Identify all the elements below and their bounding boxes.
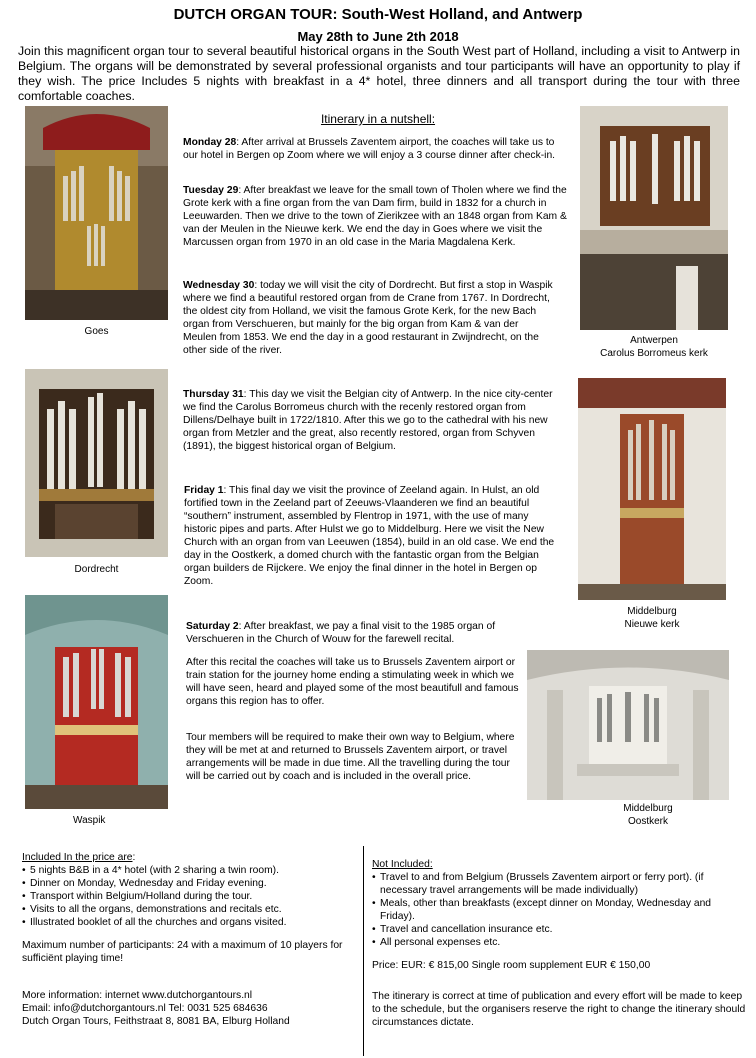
more-info-web: More information: internet www.dutchorgantours.nl bbox=[22, 990, 253, 1001]
friday-label: Friday 1 bbox=[184, 485, 224, 496]
included-item: • 5 nights B&B in a 4* hotel (with 2 sharing a twin room). bbox=[22, 864, 358, 877]
included-item: • Visits to all the organs, demonstrations and recitals etc. bbox=[22, 903, 358, 916]
itinerary-tuesday bbox=[183, 184, 573, 249]
oostkerk-caption-line1: Middelburg bbox=[623, 803, 673, 814]
price-line: Price: EUR: € 815,00 Single room supplement EUR € 150,00 bbox=[372, 960, 651, 971]
nieuwe-kerk-caption-line1: Middelburg bbox=[627, 606, 677, 617]
itinerary-saturday bbox=[186, 620, 534, 646]
tuesday-text: : After breakfast we leave for the small town of Tholen where we find the Grote kerk with a fine organ from the van Dam firm, build in 1832 for a church in Leeuwarden. Then we drive to the town of Zierikzee with an 1848 organ from Kam & van der Meulen in the Nieuwe kerk. We end the day in Goes where we visit the Marcussen organ from 1970 in an old case in the Maria Magdalena Kerk. bbox=[183, 185, 567, 248]
thursday-text: : This day we visit the Belgian city of Antwerp. In the nice city-center we find the Carolus Borromeus church with the recenly restored organ from Dillens/Delhaye built in 1722/1810. After this we go to the cathedral with his new organ from Metzler and the great, also recently restored, organ from Schyven (1891), the biggest historical organ of Belgium. bbox=[183, 389, 553, 452]
included-heading: Included In the price are bbox=[22, 852, 133, 863]
wednesday-text: : today we will visit the city of Dordrecht. But first a stop in Waspik where we find a beautiful restored organ from de Crane from 1767. In Dordrecht, the oldest city from Holland, we visit the famous Grote Kerk, for the new Bach organ from Verschueren, but mainly for the big organ from Kam & van der Meulen from 1853. We end the day in a good restaurant in Zwijndrecht, on the other side of the river. bbox=[183, 280, 553, 356]
column-divider bbox=[363, 846, 364, 1056]
not-included-item: • All personal expenses etc. bbox=[372, 936, 748, 949]
more-info-email: Email: info@dutchorgantours.nl Tel: 0031 525 684636 bbox=[22, 1003, 268, 1014]
included-item: • Transport within Belgium/Holland during the tour. bbox=[22, 890, 358, 903]
antwerpen-caption-line1: Antwerpen bbox=[630, 335, 678, 346]
friday-text: : This final day we visit the province of Zeeland again. In Hulst, an old fortified town in the Zeeland part of Zeeuws-Vlaanderen we find an beautiful “southern” instrument, assembled by Flentrop in 1971, with the use of many historic pipes and parts. After Hulst we go to Middelburg. Here we visit the New Church with an organ from van Leeuwen (1854), build in an old case. We end the day in the Oostkerk, a domed church with the fantastic organ from the Belgian organ builders de Rijckere. We enjoy the final dinner in the hotel in Bergen op Zoom. bbox=[184, 485, 555, 587]
more-info-address: Dutch Organ Tours, Feithstraat 8, 8081 BA, Elburg Holland bbox=[22, 1016, 290, 1027]
waspik-caption: Waspik bbox=[73, 815, 106, 826]
not-included-heading: Not Included: bbox=[372, 859, 433, 870]
oostkerk-caption-line2: Oostkerk bbox=[627, 815, 668, 827]
itinerary-heading: Itinerary in a nutshell: bbox=[320, 112, 436, 126]
thursday-label: Thursday 31 bbox=[183, 389, 244, 400]
included-item: • Illustrated booklet of all the churches and organs visited. bbox=[22, 916, 358, 929]
tour-dates: May 28th to June 2th 2018 bbox=[297, 29, 459, 44]
tour-members-paragraph: Tour members will be required to make their own way to Belgium, where they will be met at and returned to Brussels Zaventem airport, or travel arrangements will be made in due time. All the travelling during the tour will be carried out by coach and is included in the overall price. bbox=[186, 732, 515, 782]
tuesday-label: Tuesday 29 bbox=[183, 185, 239, 196]
not-included-section bbox=[372, 858, 748, 1029]
itinerary-friday bbox=[184, 484, 562, 588]
included-heading-colon: : bbox=[132, 852, 136, 863]
nieuwe-kerk-organ-photo bbox=[578, 378, 726, 600]
goes-organ-photo bbox=[25, 106, 168, 320]
included-list bbox=[22, 864, 358, 929]
antwerpen-caption bbox=[580, 335, 728, 360]
intro-paragraph: Join this magnificent organ tour to several beautiful historical organs in the South West part of Holland, including a visit to Antwerp in Belgium. The organs will be demonstrated by several professional organists and tour participants will have an opportunity to play if they wish. The price Includes 5 nights with breakfast in a 4* hotel, three dinners and all transport during the tour with three comfortable coaches. bbox=[18, 44, 740, 103]
itinerary-thursday bbox=[183, 388, 563, 453]
nieuwe-kerk-caption bbox=[578, 606, 726, 631]
dordrecht-organ-photo bbox=[25, 369, 168, 557]
oostkerk-caption bbox=[578, 803, 718, 828]
waspik-organ-photo bbox=[25, 595, 168, 809]
antwerpen-caption-line2: Carolus Borromeus kerk bbox=[600, 347, 708, 359]
goes-caption: Goes bbox=[84, 326, 109, 337]
itinerary-monday bbox=[183, 136, 571, 162]
nieuwe-kerk-caption-line2: Nieuwe kerk bbox=[624, 618, 680, 630]
saturday-text: : After breakfast, we pay a final visit to the 1985 organ of Verschueren in the Church of Wouw for the farewell recital. bbox=[186, 621, 496, 645]
not-included-item: • Meals, other than breakfasts (except dinner on Monday, Wednesday and Friday). bbox=[372, 897, 748, 923]
page-title: DUTCH ORGAN TOUR: South-West Holland, and Antwerp bbox=[173, 6, 583, 23]
oostkerk-organ-photo bbox=[527, 650, 729, 800]
monday-text: : After arrival at Brussels Zaventem airport, the coaches will take us to our hotel in Bergen op Zoom where we will enjoy a 3 course dinner after check-in. bbox=[183, 137, 556, 161]
not-included-item: • Travel to and from Belgium (Brussels Zaventem airport or ferry port). (if necessary travel arrangements will be made individually) bbox=[372, 871, 748, 897]
included-item: • Dinner on Monday, Wednesday and Friday evening. bbox=[22, 877, 358, 890]
dordrecht-caption: Dordrecht bbox=[74, 564, 119, 575]
monday-label: Monday 28 bbox=[183, 137, 237, 148]
itinerary-wednesday bbox=[183, 279, 553, 357]
included-section bbox=[22, 851, 358, 1028]
not-included-list bbox=[372, 871, 748, 949]
disclaimer: The itinerary is correct at time of publication and every effort will be made to keep to the schedule, but the organisers reserve the right to change the itinerary should circumstances dictate. bbox=[372, 991, 746, 1028]
wednesday-label: Wednesday 30 bbox=[183, 280, 255, 291]
antwerpen-organ-photo bbox=[580, 106, 728, 330]
after-recital-paragraph: After this recital the coaches will take us to Brussels Zaventem airport or train station for the journey home ending a stimulating week in which we will have seen, heard and played some of the most beautifull and famous organs this region has to offer. bbox=[186, 657, 519, 707]
max-participants: Maximum number of participants: 24 with a maximum of 10 players for sufficiënt playing time! bbox=[22, 940, 343, 964]
saturday-label: Saturday 2 bbox=[186, 621, 239, 632]
not-included-item: • Travel and cancellation insurance etc. bbox=[372, 923, 748, 936]
